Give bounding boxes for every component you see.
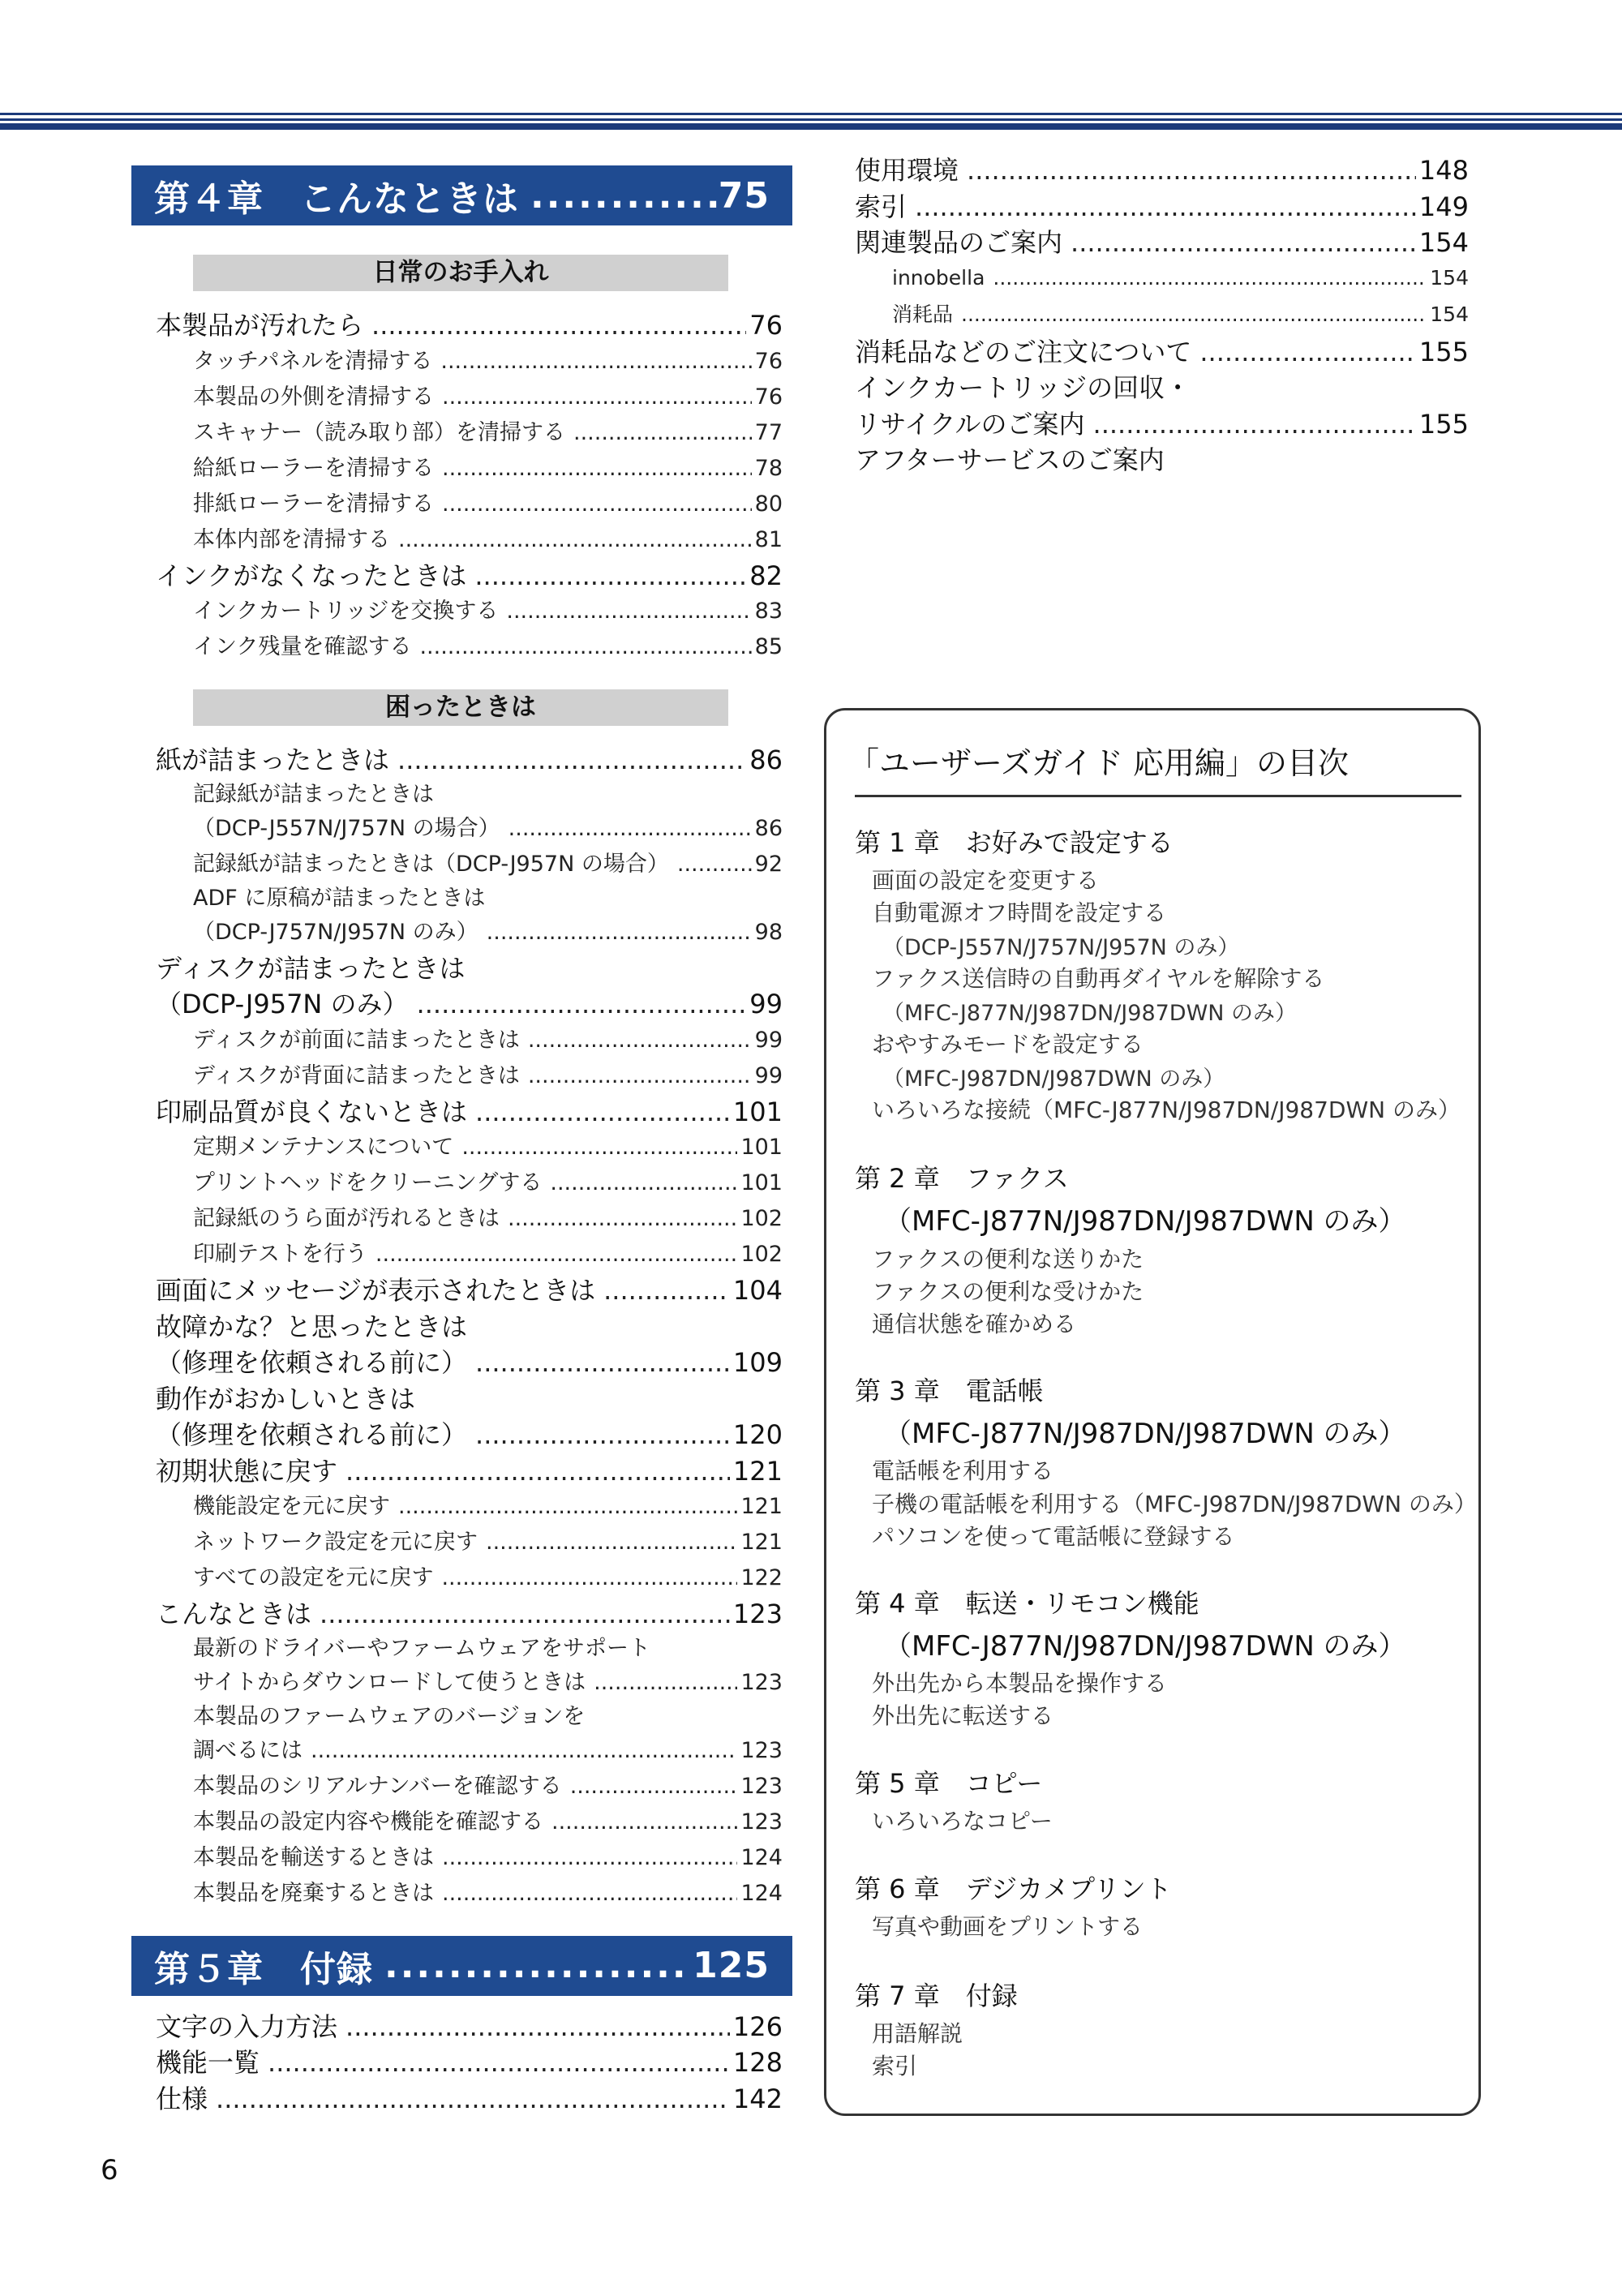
toc-entry[interactable] xyxy=(193,1525,783,1560)
entry-label: ディスクが前面に詰まったときは xyxy=(193,1027,520,1053)
leader-dots xyxy=(417,986,747,1023)
leader-dots xyxy=(603,1272,730,1309)
entry-page: 99 xyxy=(754,1062,783,1088)
entry-label: タッチパネルを清掃する xyxy=(193,348,433,374)
guide-item: パソコンを使って電話帳に登録する xyxy=(872,1523,1235,1550)
entry-label: プリントヘッドをクリーニングする xyxy=(193,1170,543,1195)
entry-page: 104 xyxy=(732,1275,783,1306)
entry-label-line: 動作がおかしいときは xyxy=(156,1383,416,1414)
entry-label-line: 本製品のファームウェアのバージョンを xyxy=(193,1703,586,1729)
entry-label: 本製品を輸送するときは xyxy=(193,1844,434,1870)
toc-entry[interactable] xyxy=(193,1560,783,1596)
entry-page: 92 xyxy=(754,851,783,877)
entry-page: 154 xyxy=(1418,227,1469,258)
entry-label: インクカートリッジを交換する xyxy=(193,599,499,624)
entry-label: 記録紙が詰まったときは（DCP-J957N の場合） xyxy=(193,851,669,877)
leader-dots xyxy=(442,1840,737,1876)
guide-item: 索引 xyxy=(872,2053,918,2079)
entry-label: サイトからダウンロードして使うときは xyxy=(193,1669,586,1695)
toc-entry[interactable] xyxy=(855,225,1469,261)
entry-label: 機能設定を元に戻す xyxy=(193,1494,390,1519)
leader-dots xyxy=(508,1201,737,1237)
toc-entry[interactable] xyxy=(193,487,783,522)
toc-entry[interactable] xyxy=(156,2009,783,2045)
entry-label: 本製品の設定内容や機能を確認する xyxy=(193,1809,543,1835)
entry-page: 123 xyxy=(740,1669,783,1695)
entry-page: 102 xyxy=(740,1242,783,1267)
entry-page: 83 xyxy=(754,599,783,624)
entry-page: 155 xyxy=(1418,336,1469,367)
entry-page: 122 xyxy=(740,1565,783,1590)
leader-dots xyxy=(441,1560,737,1596)
entry-page: 85 xyxy=(754,634,783,659)
leader-dots xyxy=(419,629,751,665)
leader-dots xyxy=(397,742,746,779)
entry-page: 109 xyxy=(732,1347,783,1378)
leader-dots xyxy=(216,2081,730,2118)
entry-page: 86 xyxy=(754,815,783,841)
entry-page: 142 xyxy=(732,2083,783,2114)
entry-label: 本製品が汚れたら xyxy=(156,310,364,341)
leader-dots xyxy=(570,1769,738,1805)
leader-dots xyxy=(461,1130,737,1165)
chapter5-bar[interactable] xyxy=(131,1936,792,1996)
leader-dots xyxy=(677,847,752,882)
leader-dots xyxy=(530,175,717,217)
leader-dots xyxy=(475,1417,730,1453)
entry-page: 99 xyxy=(749,989,783,1019)
leader-dots xyxy=(506,594,751,629)
toc-entry[interactable] xyxy=(156,307,783,344)
entry-label: （修理を依頼される前に） xyxy=(156,1347,468,1378)
guide-item: 通信状態を確かめる xyxy=(872,1311,1077,1337)
leader-dots xyxy=(573,415,752,451)
entry-label: 記録紙のうら面が汚れるときは xyxy=(193,1206,500,1231)
toc-entry[interactable] xyxy=(156,1272,783,1309)
toc-entry[interactable] xyxy=(193,451,783,487)
entry-label: 消耗品などのご注文について xyxy=(855,336,1192,367)
entry-page: 123 xyxy=(740,1737,783,1763)
entry-label: スキャナー（読み取り部）を清掃する xyxy=(193,419,565,445)
toc-entry[interactable] xyxy=(193,1665,783,1701)
guide-item: いろいろなコピー xyxy=(872,1808,1053,1835)
left-column xyxy=(131,165,792,2117)
leader-dots xyxy=(594,1665,737,1701)
guide-item: 自動電源オフ時間を設定する xyxy=(872,899,1167,926)
chapter5-title: 第５章 付録 xyxy=(154,1948,373,1990)
entry-page: 76 xyxy=(754,348,783,374)
leader-dots xyxy=(551,1805,737,1840)
entry-label: 画面にメッセージが表示されたときは xyxy=(156,1275,596,1306)
leader-dots xyxy=(528,1058,752,1094)
leader-dots xyxy=(442,380,752,415)
entry-label-line: ディスクが詰まったときは xyxy=(156,952,466,984)
entry-page: 124 xyxy=(740,1880,783,1906)
chapter4-bar[interactable] xyxy=(131,165,792,225)
toc-entry[interactable] xyxy=(156,742,783,779)
entry-page: 86 xyxy=(749,745,783,775)
entry-page: 121 xyxy=(740,1494,783,1519)
toc-entry[interactable] xyxy=(156,558,783,594)
leader-dots xyxy=(475,1345,730,1381)
guide-chapter-1[interactable]: 第 1 章 お好みで設定する xyxy=(855,827,1174,858)
right-column xyxy=(855,152,1471,479)
toc-entry[interactable] xyxy=(156,1094,783,1131)
guide-item: 外出先に転送する xyxy=(872,1702,1054,1729)
guide-title: 「ユーザーズガイド 応用編」の目次 xyxy=(848,745,1350,781)
entry-label: 調べるには xyxy=(193,1737,303,1763)
toc-entry[interactable] xyxy=(193,1237,783,1272)
entry-page: 101 xyxy=(740,1135,783,1160)
guide-item: おやすみモードを設定する xyxy=(872,1031,1144,1058)
toc-entry[interactable] xyxy=(193,1805,783,1840)
toc-entry[interactable] xyxy=(156,986,783,1023)
header-rule-thin-2 xyxy=(0,118,1622,121)
guide-item: 電話帳を利用する xyxy=(872,1457,1054,1484)
leader-dots xyxy=(268,2045,730,2081)
entry-label: こんなときは xyxy=(156,1599,312,1629)
entry-label-line: 記録紙が詰まったときは xyxy=(193,781,434,807)
entry-label: （DCP-J557N/J757N の場合） xyxy=(193,815,500,841)
guide-chapter-2[interactable]: 第 2 章 ファクス xyxy=(855,1163,1069,1194)
guide-chapter-6[interactable]: 第 6 章 デジカメプリント xyxy=(855,1873,1172,1904)
entry-page: 123 xyxy=(740,1773,783,1799)
leader-dots xyxy=(398,522,752,558)
entry-label: すべての設定を元に戻す xyxy=(193,1565,434,1590)
leader-dots xyxy=(1071,225,1416,261)
entry-label: （修理を依頼される前に） xyxy=(156,1419,468,1450)
entry-page: 126 xyxy=(732,2011,783,2042)
leader-dots xyxy=(384,1945,691,1986)
toc-entry[interactable] xyxy=(855,334,1469,371)
toc-entry[interactable] xyxy=(193,1769,783,1805)
leader-dots xyxy=(442,487,752,522)
entry-page: 78 xyxy=(754,455,783,481)
entry-label: （DCP-J957N のみ） xyxy=(156,989,409,1019)
toc-entry[interactable] xyxy=(193,344,783,380)
leader-dots xyxy=(371,307,746,344)
entry-page: 154 xyxy=(1430,302,1469,326)
toc-entry[interactable] xyxy=(193,1876,783,1912)
toc-entry[interactable] xyxy=(156,2081,783,2118)
toc-entry[interactable] xyxy=(193,1840,783,1876)
toc-entry[interactable] xyxy=(193,847,783,882)
toc-entry[interactable] xyxy=(193,380,783,415)
entry-label-line: ADF に原稿が詰まったときは xyxy=(193,885,486,911)
leader-dots xyxy=(508,811,752,847)
entry-page: 154 xyxy=(1430,265,1469,290)
leader-dots xyxy=(550,1165,737,1201)
entry-label: 使用環境 xyxy=(855,155,959,186)
leader-dots xyxy=(915,189,1416,225)
leader-dots xyxy=(961,295,1427,334)
leader-dots xyxy=(528,1023,752,1058)
guide-item: （DCP-J557N/J757N/J957N のみ） xyxy=(882,935,1240,960)
leader-dots xyxy=(440,344,751,380)
leader-dots xyxy=(345,1453,730,1490)
entry-page: 76 xyxy=(749,310,783,341)
entry-page: 77 xyxy=(754,419,783,445)
entry-label: リサイクルのご案内 xyxy=(855,408,1085,440)
entry-label: （DCP-J757N/J957N のみ） xyxy=(193,919,478,945)
toc-entry[interactable] xyxy=(193,1201,783,1237)
toc-entry[interactable] xyxy=(193,522,783,558)
guide-chapter-5[interactable]: 第 5 章 コピー xyxy=(855,1768,1043,1799)
guide-item: ファクス送信時の自動再ダイヤルを解除する xyxy=(872,965,1325,992)
entry-page: 81 xyxy=(754,526,783,552)
header-rule-thin-1 xyxy=(0,113,1622,115)
entry-page: 99 xyxy=(754,1027,783,1053)
entry-label: 文字の入力方法 xyxy=(156,2011,338,2042)
toc-entry[interactable] xyxy=(193,1130,783,1165)
entry-page: 102 xyxy=(740,1206,783,1231)
toc-entry[interactable] xyxy=(193,811,783,847)
trouble-heading: 困ったときは xyxy=(193,689,728,726)
entry-label: 定期メンテナンスについて xyxy=(193,1135,454,1160)
guide-item: （MFC-J877N/J987DN/J987DWN のみ） xyxy=(882,1001,1298,1026)
entry-label: 索引 xyxy=(855,191,908,222)
entry-label: 給紙ローラーを清掃する xyxy=(193,455,434,481)
guide-item: 用語解説 xyxy=(872,2020,963,2047)
entry-label: 印刷品質が良くないときは xyxy=(156,1096,468,1127)
header-rule-thick xyxy=(0,123,1622,130)
guide-item: 外出先から本製品を操作する xyxy=(872,1670,1168,1697)
entry-label: 関連製品のご案内 xyxy=(855,227,1063,258)
toc-entry[interactable] xyxy=(855,152,1469,189)
entry-label: 本製品を廃棄するときは xyxy=(193,1880,434,1906)
entry-label: 印刷テストを行う xyxy=(193,1242,367,1267)
leader-dots xyxy=(320,1596,730,1633)
entry-label: インクがなくなったときは xyxy=(156,560,467,591)
entry-label: 消耗品 xyxy=(892,302,954,326)
toc-entry[interactable] xyxy=(156,2045,783,2081)
entry-page: 121 xyxy=(732,1455,783,1487)
toc-entry[interactable] xyxy=(193,629,783,665)
entry-page: 123 xyxy=(732,1599,783,1629)
chapter4-page: 75 xyxy=(718,174,770,217)
entry-label: 紙が詰まったときは xyxy=(156,745,390,775)
toc-entry[interactable] xyxy=(193,594,783,629)
entry-label: 排紙ローラーを清掃する xyxy=(193,491,434,517)
entry-label: innobella xyxy=(892,265,985,290)
entry-label: 本製品の外側を清掃する xyxy=(193,384,434,410)
entry-page: 148 xyxy=(1418,155,1469,186)
guide-item: 画面の設定を変更する xyxy=(872,867,1100,894)
guide-title-divider xyxy=(855,795,1461,797)
entry-page: 80 xyxy=(754,491,783,517)
guide-item: ファクスの便利な受けかた xyxy=(872,1278,1144,1305)
guide-chapter-3[interactable]: 第 3 章 電話帳 xyxy=(855,1375,1044,1406)
guide-item: 写真や動画をプリントする xyxy=(872,1913,1144,1940)
entry-label: インク残量を確認する xyxy=(193,634,412,659)
daily-care-heading: 日常のお手入れ xyxy=(193,255,728,291)
toc-entry[interactable] xyxy=(193,1733,783,1769)
entry-label-line: インクカートリッジの回収・ xyxy=(855,372,1191,403)
entry-page: 76 xyxy=(754,384,783,410)
entry-label-line: 故障かな？と思ったときは xyxy=(156,1311,468,1342)
toc-entry[interactable] xyxy=(892,295,1469,334)
leader-dots xyxy=(474,558,746,594)
entry-label: ディスクが背面に詰まったときは xyxy=(193,1062,520,1088)
leader-dots xyxy=(375,1237,738,1272)
toc-entry[interactable] xyxy=(892,261,1469,295)
guide-item: いろいろな接続（MFC-J877N/J987DN/J987DWN のみ） xyxy=(872,1097,1461,1123)
toc-entry[interactable] xyxy=(193,415,783,451)
entry-page: 120 xyxy=(732,1419,783,1450)
entry-page: 101 xyxy=(740,1170,783,1195)
toc-entry[interactable] xyxy=(193,1023,783,1058)
leader-dots xyxy=(475,1094,730,1131)
entry-label: 機能一覧 xyxy=(156,2047,260,2078)
leader-dots xyxy=(993,261,1427,295)
guide-chapter-4-sub: （MFC-J877N/J987DN/J987DWN のみ） xyxy=(884,1630,1406,1663)
toc-entry[interactable] xyxy=(193,1489,783,1525)
entry-label: ネットワーク設定を元に戻す xyxy=(193,1530,478,1555)
toc-entry[interactable] xyxy=(156,1345,783,1381)
chapter4-title: 第４章 こんなときは xyxy=(154,178,519,220)
guide-item: 子機の電話帳を利用する（MFC-J987DN/J987DWN のみ） xyxy=(872,1491,1477,1517)
entry-page: 101 xyxy=(732,1096,783,1127)
entry-label: 初期状態に戻す xyxy=(156,1455,338,1487)
toc-entry[interactable] xyxy=(855,189,1469,225)
entry-label: 本体内部を清掃する xyxy=(193,526,390,552)
entry-page: 155 xyxy=(1418,408,1469,440)
leader-dots xyxy=(442,451,752,487)
toc-entry[interactable] xyxy=(193,915,783,951)
entry-page: 123 xyxy=(740,1809,783,1835)
entry-label-line: 最新のドライバーやファームウェアをサポート xyxy=(193,1635,651,1661)
entry-label: 本製品のシリアルナンバーを確認する xyxy=(193,1773,562,1799)
leader-dots xyxy=(398,1489,737,1525)
toc-entry[interactable] xyxy=(193,1058,783,1094)
leader-dots xyxy=(345,2009,730,2045)
leader-dots xyxy=(442,1876,737,1912)
guide-item: （MFC-J987DN/J987DWN のみ） xyxy=(882,1066,1225,1092)
entry-page: 121 xyxy=(740,1530,783,1555)
leader-dots xyxy=(311,1733,737,1769)
toc-entry[interactable] xyxy=(156,1417,783,1453)
toc-entry[interactable] xyxy=(156,1453,783,1490)
leader-dots xyxy=(967,152,1416,189)
guide-chapter-3-sub: （MFC-J877N/J987DN/J987DWN のみ） xyxy=(884,1418,1406,1450)
guide-item: ファクスの便利な送りかた xyxy=(872,1246,1144,1272)
leader-dots xyxy=(1093,406,1416,443)
entry-label: 仕様 xyxy=(156,2083,208,2114)
entry-page: 124 xyxy=(740,1844,783,1870)
toc-entry[interactable] xyxy=(193,1165,783,1201)
guide-chapter-7[interactable]: 第 7 章 付録 xyxy=(855,1981,1018,2011)
leader-dots xyxy=(486,1525,737,1560)
toc-entry[interactable] xyxy=(156,1596,783,1633)
page-number: 6 xyxy=(101,2154,118,2187)
leader-dots xyxy=(487,915,752,951)
entry-page: 98 xyxy=(754,919,783,945)
chapter5-page: 125 xyxy=(693,1945,770,1986)
leader-dots xyxy=(1199,334,1416,371)
entry-page: 82 xyxy=(749,560,783,591)
entry-page: 128 xyxy=(732,2047,783,2078)
guide-chapter-4[interactable]: 第 4 章 転送・リモコン機能 xyxy=(855,1588,1199,1619)
guide-chapter-2-sub: （MFC-J877N/J987DN/J987DWN のみ） xyxy=(884,1205,1406,1238)
entry-page: 149 xyxy=(1418,191,1469,222)
toc-entry[interactable] xyxy=(855,406,1469,443)
toc-entry[interactable]: アフターサービスのご案内 xyxy=(855,444,1165,475)
